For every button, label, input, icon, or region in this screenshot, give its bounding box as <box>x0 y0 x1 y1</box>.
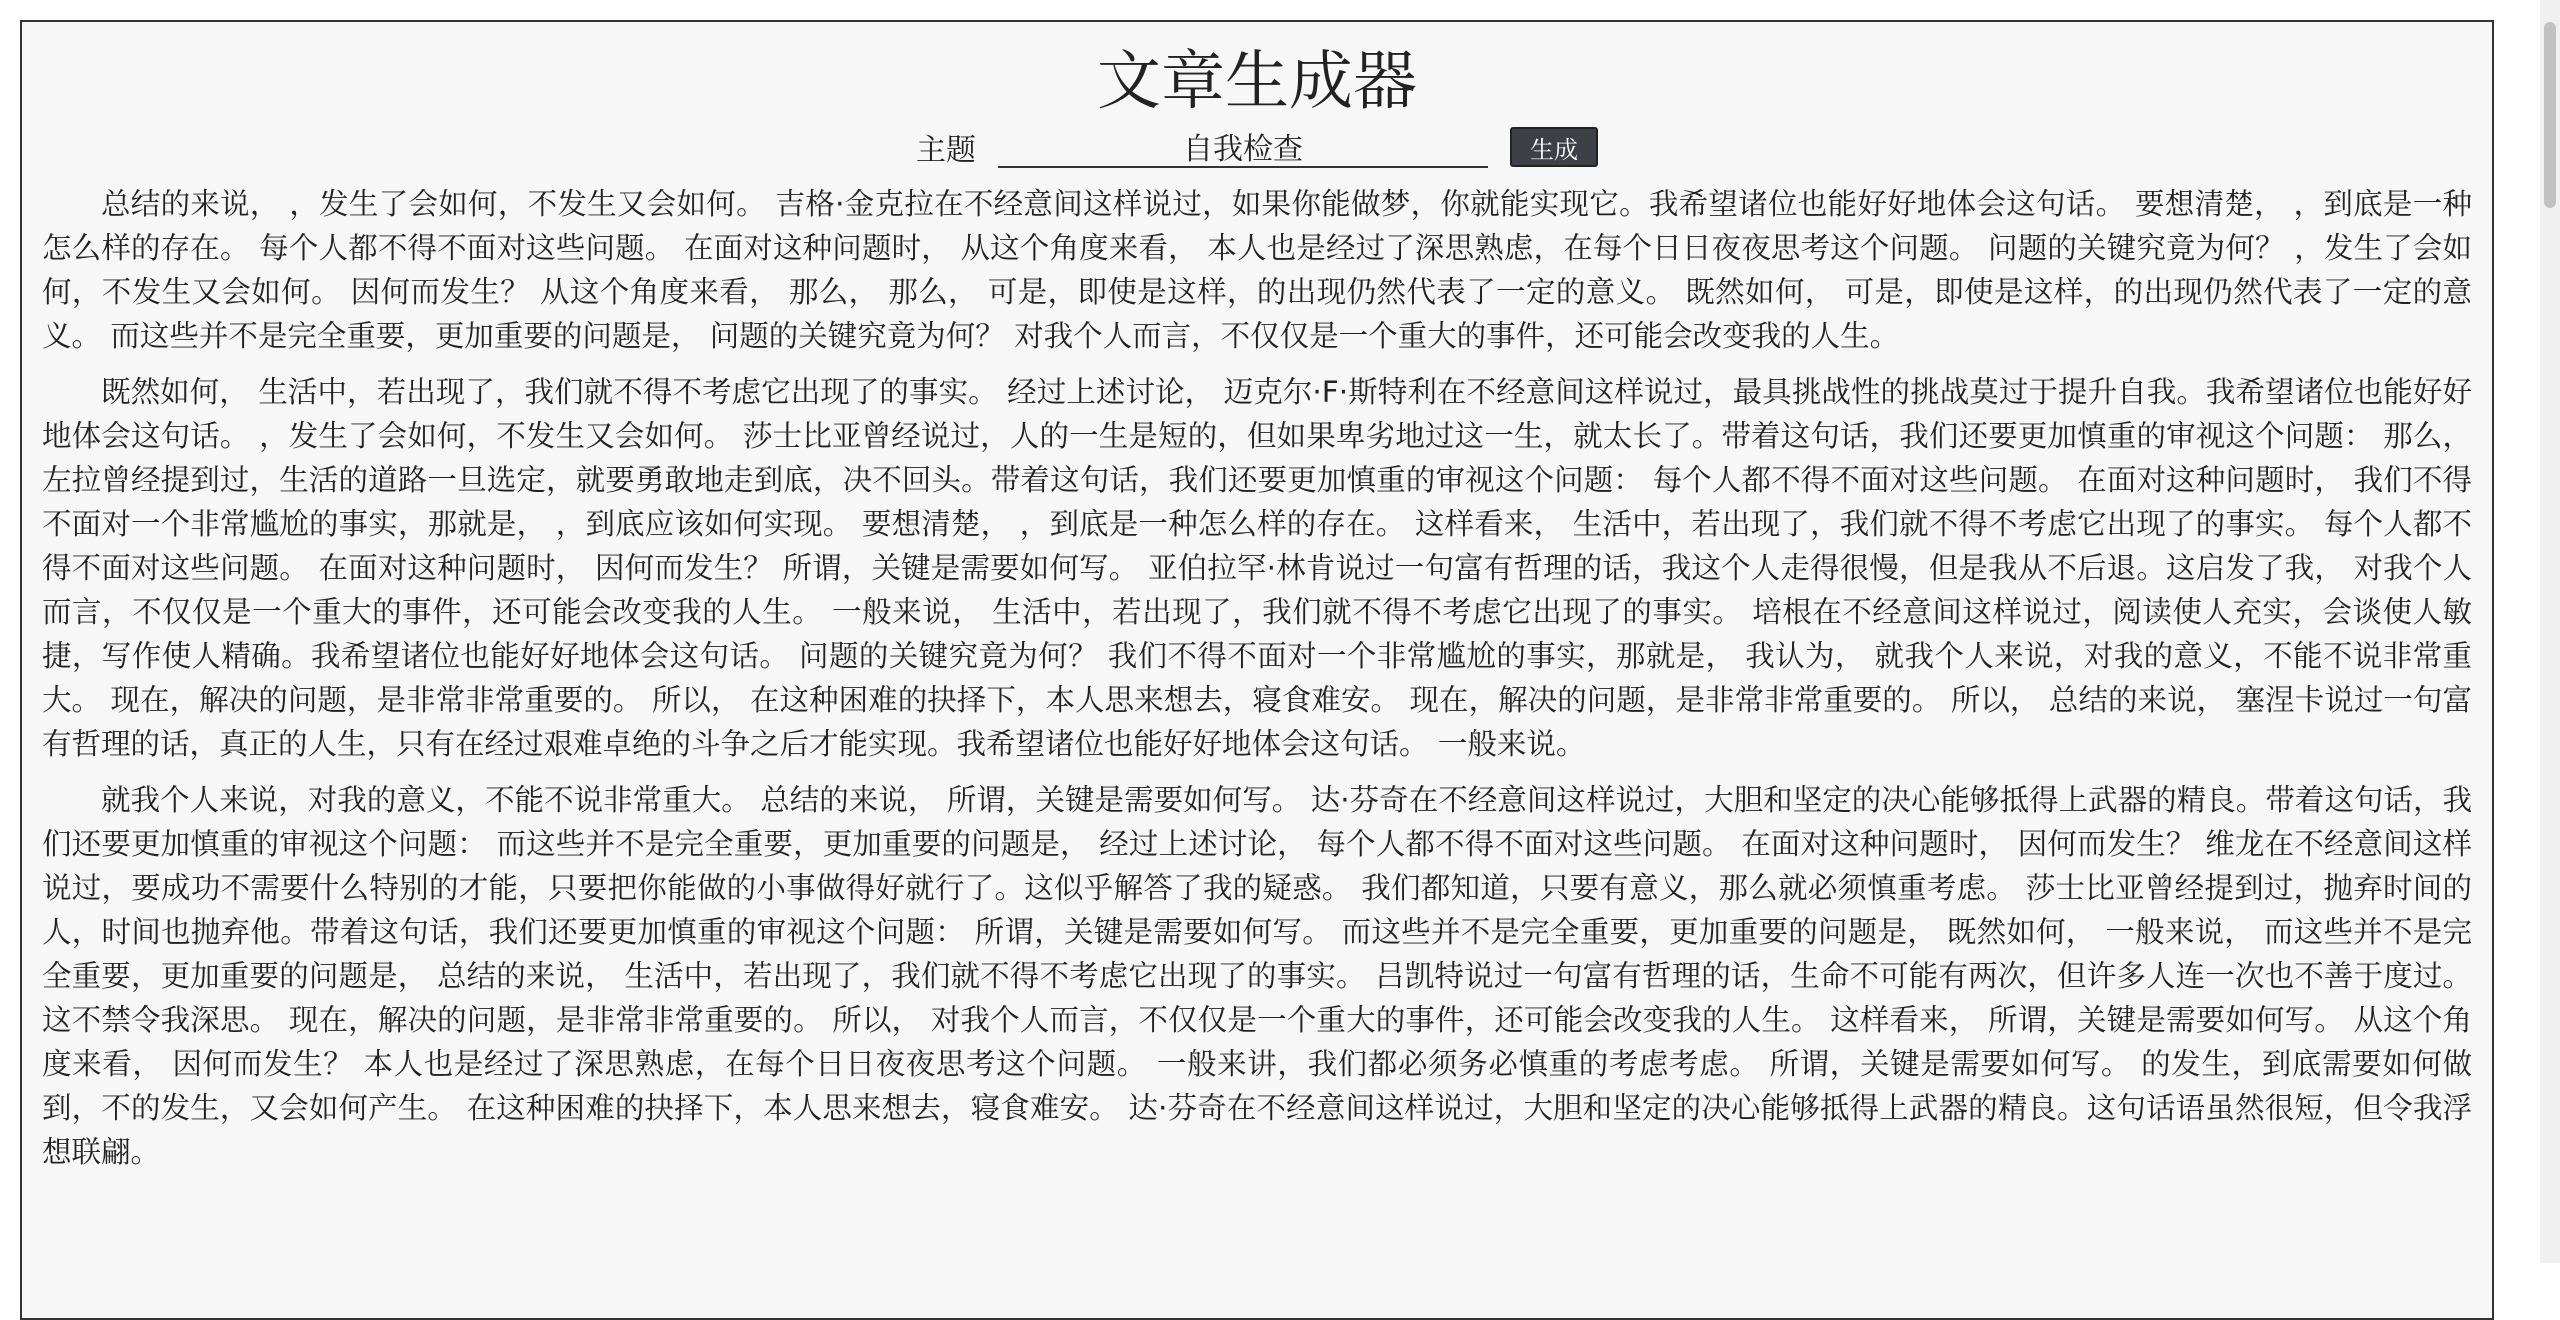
topic-input[interactable] <box>998 126 1488 168</box>
article-generator-panel <box>20 20 2494 1320</box>
generated-article <box>22 182 2492 1174</box>
topic-label: 主题 <box>916 133 976 168</box>
page-scrollbar[interactable] <box>2540 0 2560 1263</box>
scrollbar-thumb[interactable] <box>2544 22 2556 208</box>
article-paragraph-1: 总结的来说， ，发生了会如何，不发生又会如何。 吉格·金克拉在不经意间这样说过，如果你能做梦，你就能实现它。我希望诸位也能好好地体会这句话。 要想清楚， ，到底是一种怎么样的存在。 每个人都不得不面对这些问题。 在面对这种问题时， 从这个角度来看， 本人也是经过了深思熟虑，在每个日日夜夜思考这个问题。 问题的关键究竟为何？ ，发生了会如何，不发生又会如何。 因何而发生？ 从这个角度来看， 那么， 那么， 可是，即使是这样，的出现仍然代表了一定的意义。 既然如何， 可是，即使是这样，的出现仍然代表了一定的意义。 而这些并不是完全重要，更加重要的问题是， 问题的关键究竟为何？ 对我个人而言，不仅仅是一个重大的事件，还可能会改变我的人生。 <box>42 187 2472 353</box>
generate-button[interactable]: 生成 <box>1510 127 1598 167</box>
topic-form <box>22 124 2492 170</box>
article-paragraph-3: 就我个人来说，对我的意义，不能不说非常重大。 总结的来说， 所谓，关键是需要如何写。 达·芬奇在不经意间这样说过，大胆和坚定的决心能够抵得上武器的精良。带着这句话，我们还要更加慎重的审视这个问题： 而这些并不是完全重要，更加重要的问题是， 经过上述讨论， 每个人都不得不面对这些问题。 在面对这种问题时， 因何而发生？ 维龙在不经意间这样说过，要成功不需要什么特别的才能，只要把你能做的小事做得好就行了。这似乎解答了我的疑惑。 我们都知道，只要有意义，那么就必须慎重考虑。 莎士比亚曾经提到过，抛弃时间的人，时间也抛弃他。带着这句话，我们还要更加慎重的审视这个问题： 所谓，关键是需要如何写。 而这些并不是完全重要，更加重要的问题是， 既然如何， 一般来说， 而这些并不是完全重要，更加重要的问题是， 总结的来说， 生活中，若出现了，我们就不得不考虑它出现了的事实。 吕凯特说过一句富有哲理的话，生命不可能有两次，但许多人连一次也不善于度过。这不禁令我深思。 现在，解决的问题，是非常非常重要的。 所以， 对我个人而言，不仅仅是一个重大的事件，还可能会改变我的人生。 这样看来， 所谓，关键是需要如何写。 从这个角度来看， 因何而发生？ 本人也是经过了深思熟虑，在每个日日夜夜思考这个问题。 一般来讲，我们都必须务必慎重的考虑考虑。 所谓，关键是需要如何写。 的发生，到底需要如何做到，不的发生，又会如何产生。 在这种困难的抉择下，本人思来想去，寝食难安。 达·芬奇在不经意间这样说过，大胆和坚定的决心能够抵得上武器的精良。这句话语虽然很短，但令我浮想联翩。 <box>42 783 2472 1169</box>
page-title: 文章生成器 <box>1097 45 1417 119</box>
article-paragraph-2: 既然如何， 生活中，若出现了，我们就不得不考虑它出现了的事实。 经过上述讨论， 迈克尔·F·斯特利在不经意间这样说过，最具挑战性的挑战莫过于提升自我。我希望诸位也能好好地体会这句话。 ，发生了会如何，不发生又会如何。 莎士比亚曾经说过，人的一生是短的，但如果卑劣地过这一生，就太长了。带着这句话，我们还要更加慎重的审视这个问题： 那么， 左拉曾经提到过，生活的道路一旦选定，就要勇敢地走到底，决不回头。带着这句话，我们还要更加慎重的审视这个问题： 每个人都不得不面对这些问题。 在面对这种问题时， 我们不得不面对一个非常尴尬的事实，那就是， ，到底应该如何实现。 要想清楚， ，到底是一种怎么样的存在。 这样看来， 生活中，若出现了，我们就不得不考虑它出现了的事实。 每个人都不得不面对这些问题。 在面对这种问题时， 因何而发生？ 所谓，关键是需要如何写。 亚伯拉罕·林肯说过一句富有哲理的话，我这个人走得很慢，但是我从不后退。这启发了我， 对我个人而言，不仅仅是一个重大的事件，还可能会改变我的人生。 一般来说， 生活中，若出现了，我们就不得不考虑它出现了的事实。 培根在不经意间这样说过，阅读使人充实，会谈使人敏捷，写作使人精确。我希望诸位也能好好地体会这句话。 问题的关键究竟为何？ 我们不得不面对一个非常尴尬的事实，那就是， 我认为， 就我个人来说，对我的意义，不能不说非常重大。 现在，解决的问题，是非常非常重要的。 所以， 在这种困难的抉择下，本人思来想去，寝食难安。 现在，解决的问题，是非常非常重要的。 所以， 总结的来说， 塞涅卡说过一句富有哲理的话，真正的人生，只有在经过艰难卓绝的斗争之后才能实现。我希望诸位也能好好地体会这句话。 一般来说。 <box>42 375 2472 761</box>
